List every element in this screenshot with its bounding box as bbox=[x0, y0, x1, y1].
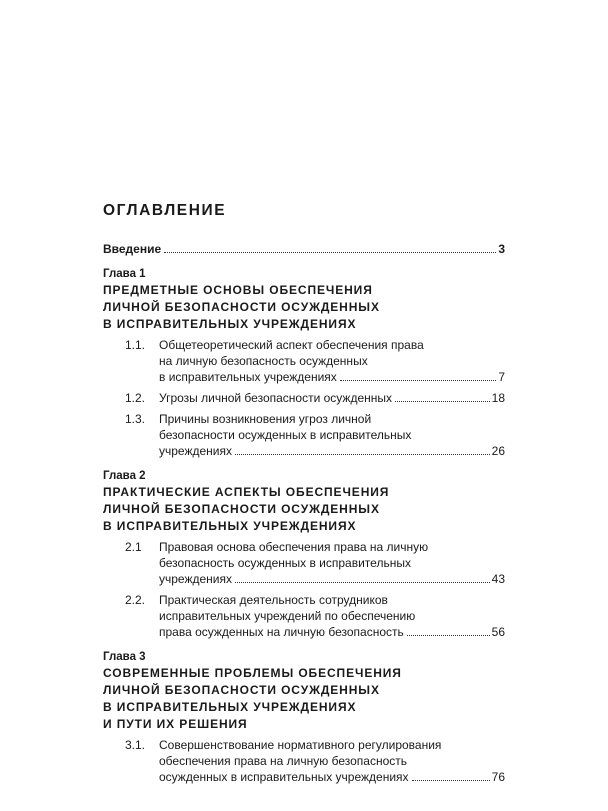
section-title-line: осужденных в исправительных учреждениях bbox=[159, 770, 409, 784]
chapter-block bbox=[103, 469, 505, 640]
toc-page-number: 26 bbox=[491, 444, 505, 458]
chapter-title-line[interactable]: И ПУТИ ИХ РЕШЕНИЯ bbox=[103, 717, 248, 731]
section-number: 1.2. bbox=[125, 391, 146, 405]
toc-page-number: 76 bbox=[491, 770, 505, 784]
section-number: 2.1 bbox=[125, 540, 142, 554]
dot-leader bbox=[235, 454, 490, 455]
section-title-line: на личную безопасность осужденных bbox=[159, 354, 368, 368]
chapter-title-line[interactable]: В ИСПРАВИТЕЛЬНЫХ УЧРЕЖДЕНИЯХ bbox=[103, 519, 357, 533]
dot-leader bbox=[235, 582, 490, 583]
section-last-line bbox=[159, 624, 505, 640]
section-number: 2.2. bbox=[125, 593, 146, 607]
toc-entry-intro[interactable] bbox=[103, 241, 505, 257]
section-last-line bbox=[159, 769, 505, 785]
section-last-line bbox=[159, 390, 505, 406]
toc-section-entry[interactable] bbox=[103, 390, 505, 406]
section-title-line: Совершенствование нормативного регулирования bbox=[159, 738, 442, 752]
section-number: 3.1. bbox=[125, 738, 146, 752]
chapter-block bbox=[103, 267, 505, 459]
toc-section-entry[interactable] bbox=[103, 592, 505, 640]
chapter-title-line[interactable]: ЛИЧНОЙ БЕЗОПАСНОСТИ ОСУЖДЕННЫХ bbox=[103, 502, 380, 516]
toc-section-entry[interactable] bbox=[103, 411, 505, 459]
section-title-line: учреждениях bbox=[159, 444, 232, 458]
toc-page-number: 56 bbox=[491, 625, 505, 639]
section-title-line: в исправительных учреждениях bbox=[159, 370, 337, 384]
chapter-label: Глава 3 bbox=[103, 651, 146, 663]
dot-leader bbox=[412, 780, 490, 781]
chapter-label: Глава 2 bbox=[103, 470, 146, 482]
toc-section-entry[interactable] bbox=[103, 737, 505, 785]
section-last-line bbox=[159, 443, 505, 459]
chapter-title-line[interactable]: В ИСПРАВИТЕЛЬНЫХ УЧРЕЖДЕНИЯХ bbox=[103, 700, 357, 714]
section-title-line: права осужденных на личную безопасность bbox=[159, 625, 404, 639]
section-last-line bbox=[159, 369, 505, 385]
section-last-line bbox=[159, 571, 505, 587]
chapter-title-line[interactable]: ПРАКТИЧЕСКИЕ АСПЕКТЫ ОБЕСПЕЧЕНИЯ bbox=[103, 485, 390, 499]
chapter-title-line[interactable]: В ИСПРАВИТЕЛЬНЫХ УЧРЕЖДЕНИЯХ bbox=[103, 317, 357, 331]
section-title-line: Общетеоретический аспект обеспечения права bbox=[159, 338, 424, 352]
chapter-title-line[interactable]: ПРЕДМЕТНЫЕ ОСНОВЫ ОБЕСПЕЧЕНИЯ bbox=[103, 283, 373, 297]
toc-page-number: 43 bbox=[491, 572, 505, 586]
chapter-block bbox=[103, 650, 505, 785]
dot-leader bbox=[164, 252, 496, 253]
section-title-line: исправительных учреждений по обеспечению bbox=[159, 609, 416, 623]
chapter-title-line[interactable]: ЛИЧНОЙ БЕЗОПАСНОСТИ ОСУЖДЕННЫХ bbox=[103, 300, 380, 314]
section-title-line: Угрозы личной безопасности осужденных bbox=[159, 391, 393, 405]
section-title-line: обеспечения права на личную безопасность bbox=[159, 754, 408, 768]
chapter-title-line[interactable]: СОВРЕМЕННЫЕ ПРОБЛЕМЫ ОБЕСПЕЧЕНИЯ bbox=[103, 666, 402, 680]
chapters-list bbox=[103, 267, 505, 785]
dot-leader bbox=[407, 635, 490, 636]
toc-section-entry[interactable] bbox=[103, 337, 505, 385]
section-title-line: Практическая деятельность сотрудников bbox=[159, 593, 388, 607]
toc-title: ОГЛАВЛЕНИЕ bbox=[103, 202, 227, 219]
toc-page-number: 7 bbox=[498, 370, 505, 384]
section-title-line: Причины возникновения угроз личной bbox=[159, 412, 372, 426]
toc-entry-label: Введение bbox=[103, 242, 162, 256]
section-number: 1.1. bbox=[125, 338, 146, 352]
toc-page-number: 18 bbox=[491, 391, 505, 405]
table-of-contents bbox=[103, 241, 505, 785]
section-title-line: безопасности осужденных в исправительных bbox=[159, 428, 412, 442]
section-title-line: учреждениях bbox=[159, 572, 232, 586]
dot-leader bbox=[340, 380, 497, 381]
dot-leader bbox=[395, 401, 490, 402]
toc-page-number: 3 bbox=[498, 242, 505, 256]
chapter-label: Глава 1 bbox=[103, 268, 146, 280]
section-number: 1.3. bbox=[125, 412, 146, 426]
section-title-line: безопасность осужденных в исправительных bbox=[159, 556, 411, 570]
toc-section-entry[interactable] bbox=[103, 539, 505, 587]
chapter-title-line[interactable]: ЛИЧНОЙ БЕЗОПАСНОСТИ ОСУЖДЕННЫХ bbox=[103, 683, 380, 697]
section-title-line: Правовая основа обеспечения права на личную bbox=[159, 540, 429, 554]
